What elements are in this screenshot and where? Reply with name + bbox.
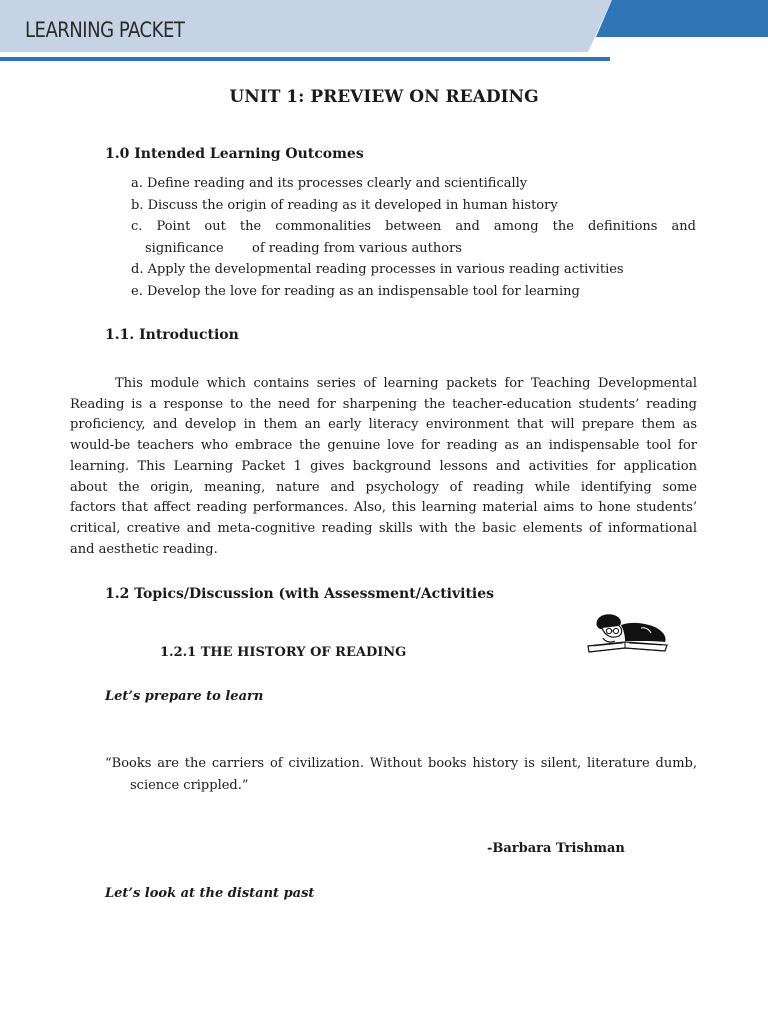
introduction-heading: 1.1. Introduction — [105, 327, 239, 343]
outcome-item-e: e. Develop the love for reading as an indispensable tool for learning — [131, 284, 580, 299]
intro-line: This module which contains series of learning packets for Teaching Developmental — [115, 376, 697, 391]
intro-line: factors that affect reading performances. Also, this learning material aims to hone students’ — [70, 500, 697, 516]
intro-line: learning. This Learning Packet 1 gives background lessons and activities for application — [70, 458, 697, 474]
quote-block — [105, 753, 697, 796]
topics-heading: 1.2 Topics/Discussion (with Assessment/Activities — [105, 586, 495, 602]
outcomes-heading: 1.0 Intended Learning Outcomes — [105, 146, 364, 162]
outcome-item-a: a. Define reading and its processes clearly and scientifically — [131, 176, 528, 191]
introduction-paragraph — [70, 374, 697, 560]
person-reading-book-icon — [585, 612, 671, 656]
quote-author: -Barbara Trishman — [487, 841, 625, 856]
header-title: LEARNING PACKET — [25, 18, 185, 42]
intro-line: about the origin, meaning, nature and psychology of reading while identifying some — [70, 479, 697, 495]
intro-line: Reading is a response to the need for sharpening the teacher-education students’ reading — [70, 396, 697, 412]
header-accent-shape — [596, 0, 768, 37]
unit-title: UNIT 1: PREVIEW ON READING — [229, 87, 539, 107]
page-header — [0, 0, 768, 62]
intro-line: would-be teachers who embrace the genuine love for reading as an indispensable tool for — [70, 438, 697, 454]
header-underline — [0, 57, 610, 61]
outcome-item-d: d. Apply the developmental reading processes in various reading activities — [131, 262, 624, 277]
quote-line: science crippled.” — [130, 777, 249, 793]
quote-line: “Books are the carriers of civilization. Without books history is silent, literature dumb, — [105, 756, 697, 771]
intro-line: proficiency, and develop in them an early literacy environment that will prepare them as — [70, 417, 697, 433]
outcome-item-c-continued: significance — [145, 241, 224, 256]
intro-line: and aesthetic reading. — [70, 541, 218, 557]
prepare-heading: Let’s prepare to learn — [105, 689, 264, 704]
history-subheading: 1.2.1 THE HISTORY OF READING — [160, 645, 407, 660]
distant-past-heading: Let’s look at the distant past — [105, 886, 315, 901]
outcome-item-c-continued-2: of reading from various authors — [252, 241, 462, 256]
outcome-item-c: c. Point out the commonalities between and among the definitions and — [131, 219, 696, 234]
outcome-item-b: b. Discuss the origin of reading as it developed in human history — [131, 198, 558, 213]
intro-line: critical, creative and meta-cognitive reading skills with the basic elements of informational — [70, 520, 697, 536]
